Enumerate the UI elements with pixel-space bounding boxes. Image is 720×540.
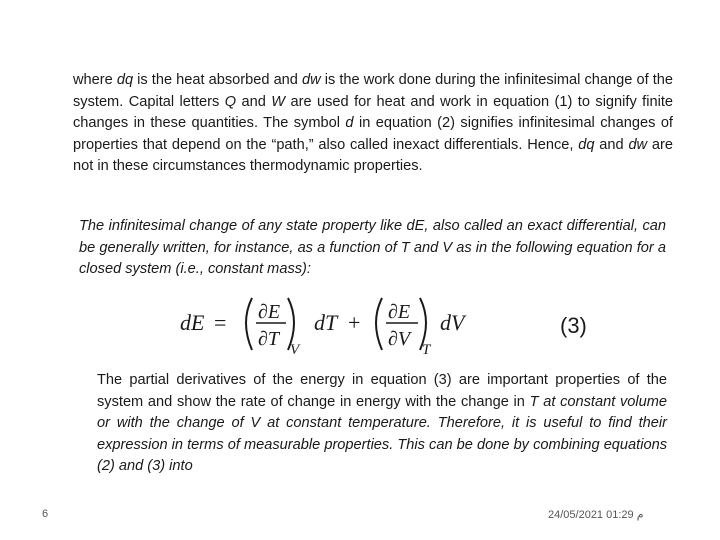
equation-number: (3) bbox=[560, 313, 587, 338]
var-dw: dw bbox=[628, 136, 648, 153]
text-run: The partial derivatives of the energy in equation (3) are important properties of the system and show the rate of change in energy with the change in bbox=[97, 372, 667, 410]
eq-partial-num-2: ∂E bbox=[388, 301, 411, 323]
var-dq: dq bbox=[578, 136, 595, 153]
eq-equals: = bbox=[214, 310, 227, 335]
text-run: and bbox=[594, 136, 629, 153]
eq-partial-den-2: ∂V bbox=[388, 328, 411, 350]
eq-plus: + bbox=[348, 310, 361, 335]
eq-subscript-t: T bbox=[422, 342, 431, 358]
text-run-italic: T at constant volume or with the change of V at constant temperature. Therefore, it is useful to find their expression in terms of measurable properties. This can be done by combining equations (2) and (3) into bbox=[97, 393, 667, 474]
eq-partial-den-1: ∂T bbox=[258, 328, 280, 350]
text-run: are used for heat and work in equation (1) to signify finite changes in these quantities. The symbol bbox=[73, 93, 674, 131]
eq-subscript-v: V bbox=[290, 342, 300, 358]
eq-partial-num-1: ∂E bbox=[258, 301, 281, 323]
eq-dv: dV bbox=[440, 310, 465, 335]
eq-dt: dT bbox=[314, 310, 338, 335]
left-paren bbox=[246, 298, 252, 350]
text-run: and bbox=[236, 93, 272, 110]
paragraph-exact-differential: The infinitesimal change of any state property like dЕ, also called an exact differential, can be generally written, for instance, as a function of T and V as in the following equation for a closed system (i.e., constant mass): bbox=[79, 218, 666, 277]
text-run: is the heat absorbed and bbox=[133, 72, 302, 88]
equation-3 bbox=[178, 290, 478, 360]
paragraph-partial-derivatives bbox=[97, 370, 667, 478]
text-run: in equation (2) signifies infinitesimal changes of properties that depend on the “path,” also called inexact differentials. Hence, bbox=[73, 115, 673, 153]
var-dw: dw bbox=[302, 72, 321, 88]
slide-timestamp: م 01:29 24/05/2021 bbox=[548, 509, 644, 521]
page-number: 6 bbox=[42, 508, 49, 520]
var-w: W bbox=[271, 93, 286, 110]
text-run: where bbox=[73, 72, 117, 88]
eq-lhs: dE bbox=[180, 310, 205, 335]
var-dq: dq bbox=[116, 72, 134, 88]
var-d: d bbox=[345, 115, 354, 131]
text-run: are not in these circumstances thermodynamic properties. bbox=[73, 136, 673, 174]
paragraph-definitions bbox=[73, 70, 673, 178]
var-q: Q bbox=[224, 93, 237, 110]
left-paren bbox=[376, 298, 382, 350]
text-run: is the work done during the infinitesimal change of the system. Capital letters bbox=[73, 72, 673, 110]
